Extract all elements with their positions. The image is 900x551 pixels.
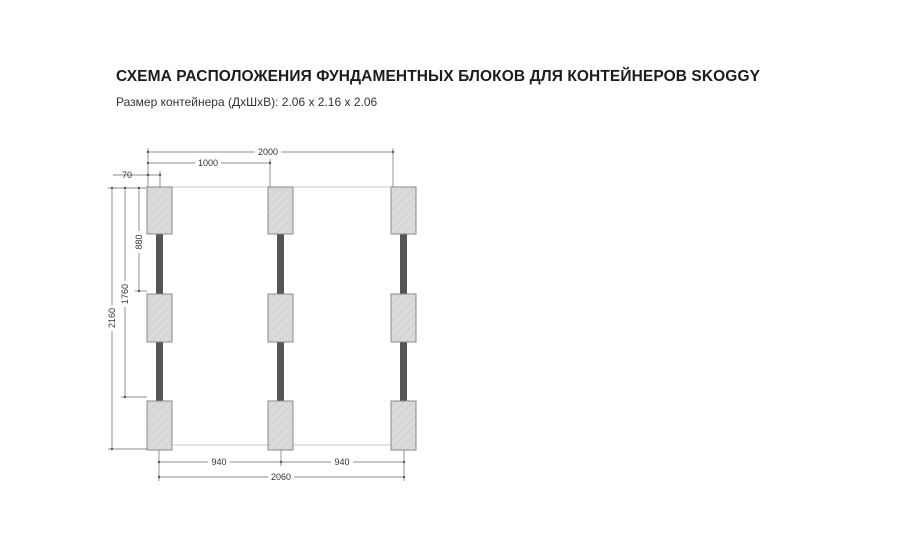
foundation-block xyxy=(391,187,416,234)
dim-label-top-half: 1000 xyxy=(197,158,219,168)
dim-label-left-segment: 880 xyxy=(134,234,144,250)
beam xyxy=(277,233,284,294)
foundation-block xyxy=(147,401,172,450)
dim-label-bottom-left: 940 xyxy=(211,457,227,467)
beam xyxy=(400,342,407,402)
beam xyxy=(277,342,284,402)
beam xyxy=(400,233,407,294)
dim-label-offset: 70 xyxy=(121,170,133,180)
dim-label-left-overall: 2160 xyxy=(107,307,117,329)
foundation-block xyxy=(147,294,172,342)
foundation-block xyxy=(391,294,416,342)
dim-label-bottom-overall: 2060 xyxy=(270,472,292,482)
foundation-block xyxy=(391,401,416,450)
foundation-block xyxy=(268,187,293,234)
dim-label-top-overall: 2000 xyxy=(257,147,279,157)
page-title: СХЕМА РАСПОЛОЖЕНИЯ ФУНДАМЕНТНЫХ БЛОКОВ ДЛЯ КОНТЕЙНЕРОВ SKOGGY xyxy=(116,68,761,85)
dim-label-left-inner: 1760 xyxy=(120,283,130,305)
beam xyxy=(156,233,163,294)
foundation-block xyxy=(268,294,293,342)
dim-label-bottom-right: 940 xyxy=(334,457,350,467)
foundation-blocks xyxy=(147,187,416,450)
container-size-subtitle: Размер контейнера (ДхШхВ): 2.06 х 2.16 х 2.06 xyxy=(116,95,378,109)
foundation-block xyxy=(147,187,172,234)
beam xyxy=(156,342,163,402)
foundation-block xyxy=(268,401,293,450)
